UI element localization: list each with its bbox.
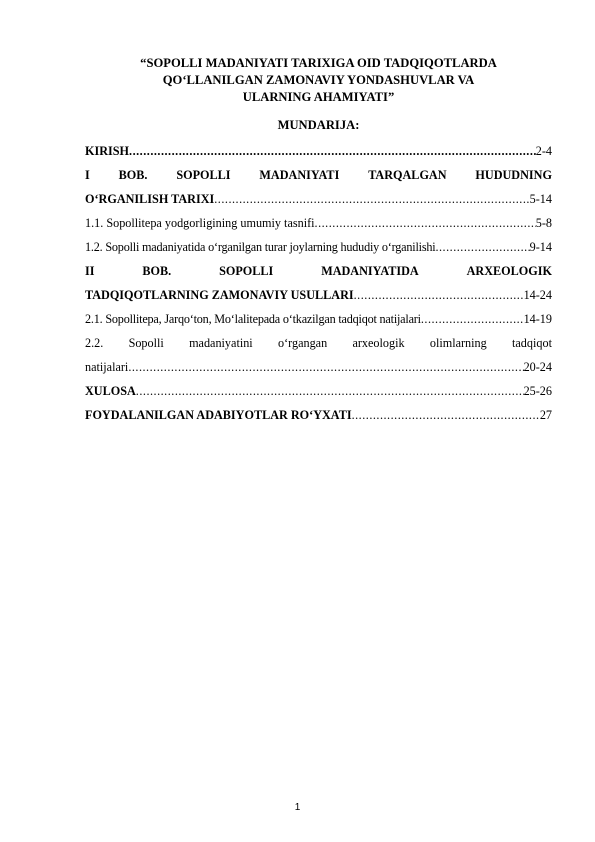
- title-line-1: “SOPOLLI MADANIYATI TARIXIGA OID TADQIQOTLARDA: [140, 56, 497, 70]
- toc-leader-dots: [128, 355, 523, 379]
- toc-word: I: [85, 168, 90, 182]
- toc-word: arxeologik: [352, 336, 405, 350]
- toc-entry-page: 25-26: [523, 384, 552, 398]
- toc-entry-page: 9-14: [529, 240, 552, 254]
- toc-entry-page: 27: [539, 408, 552, 422]
- toc-word: MADANIYATI: [259, 168, 340, 182]
- toc-entry-label: 2.1. Sopollitepa, Jarqo‘ton, Mo‘lalitepada o‘tkazilgan tadqiqot natijalari: [85, 312, 421, 326]
- toc-word: TARQALGAN: [368, 168, 447, 182]
- toc-word: HUDUDNING: [475, 168, 552, 182]
- toc-entry-bob1-line2: [85, 187, 552, 211]
- toc-leader-dots: [421, 307, 524, 331]
- toc-entry-label: O‘RGANILISH TARIXI: [85, 192, 215, 206]
- toc-word: SOPOLLI: [219, 264, 274, 278]
- toc-entry-page: 14-24: [523, 288, 552, 302]
- toc-entry-bob1-line1: [85, 163, 552, 187]
- title-line-3: ULARNING AHAMIYATI”: [242, 90, 395, 104]
- toc-entry-label: natijalari: [85, 360, 129, 374]
- toc-word: MADANIYATIDA: [321, 264, 419, 278]
- toc-entry-foydalanilgan-adabiyotlar: [85, 403, 552, 427]
- toc-heading: MUNDARIJA:: [277, 118, 360, 132]
- toc-word: tadqiqot: [512, 336, 552, 350]
- toc-word: Sopolli: [128, 336, 164, 350]
- title-line-2: QO‘LLANILGAN ZAMONAVIY YONDASHUVLAR VA: [162, 73, 475, 87]
- toc-entry-2-2-line2: [85, 355, 552, 379]
- toc-leader-dots: [136, 379, 524, 403]
- toc-leader-dots: [435, 235, 529, 259]
- toc-entry-page: 2-4: [535, 144, 552, 158]
- toc-entry-page: 5-8: [535, 216, 552, 230]
- toc-word: ARXEOLOGIK: [466, 264, 552, 278]
- toc-entry-kirish: [85, 139, 552, 163]
- toc-word: II: [85, 264, 95, 278]
- toc-word: BOB.: [142, 264, 172, 278]
- toc-entry-page: 5-14: [529, 192, 552, 206]
- toc-leader-dots: [352, 403, 540, 427]
- toc-word: olimlarning: [429, 336, 487, 350]
- toc-entry-page: 14-19: [523, 312, 552, 326]
- toc-entry-2-2-line1: [85, 331, 552, 355]
- toc-leader-dots: [315, 211, 536, 235]
- toc-word: o‘rgangan: [277, 336, 328, 350]
- toc-entry-label: XULOSA: [85, 384, 136, 398]
- toc-entry-bob2-line1: [85, 259, 552, 283]
- toc-word: BOB.: [118, 168, 148, 182]
- toc-word: SOPOLLI: [176, 168, 231, 182]
- table-of-contents: [85, 139, 552, 427]
- document-title: [85, 55, 552, 106]
- toc-word: 2.2.: [85, 336, 104, 350]
- toc-entry-bob2-line2: [85, 283, 552, 307]
- toc-entry-2-1: [85, 307, 552, 331]
- toc-entry-xulosa: [85, 379, 552, 403]
- toc-entry-label: KIRISH: [85, 144, 130, 158]
- toc-leader-dots: [354, 283, 524, 307]
- toc-entry-1-2: [85, 235, 552, 259]
- toc-entry-label: 1.1. Sopollitepa yodgorligining umumiy tasnifi: [85, 216, 315, 230]
- toc-entry-page: 20-24: [523, 360, 552, 374]
- toc-entry-label: 1.2. Sopolli madaniyatida o‘rganilgan turar joylarning hududiy o‘rganilishi: [85, 240, 436, 254]
- page-number: 1: [294, 802, 301, 813]
- toc-leader-dots: [129, 139, 536, 163]
- toc-entry-1-1: [85, 211, 552, 235]
- toc-entry-label: TADQIQOTLARNING ZAMONAVIY USULLARI: [85, 288, 354, 302]
- toc-entry-label: FOYDALANILGAN ADABIYOTLAR RO‘YXATI: [85, 408, 352, 422]
- toc-leader-dots: [214, 187, 529, 211]
- toc-word: madaniyatini: [189, 336, 253, 350]
